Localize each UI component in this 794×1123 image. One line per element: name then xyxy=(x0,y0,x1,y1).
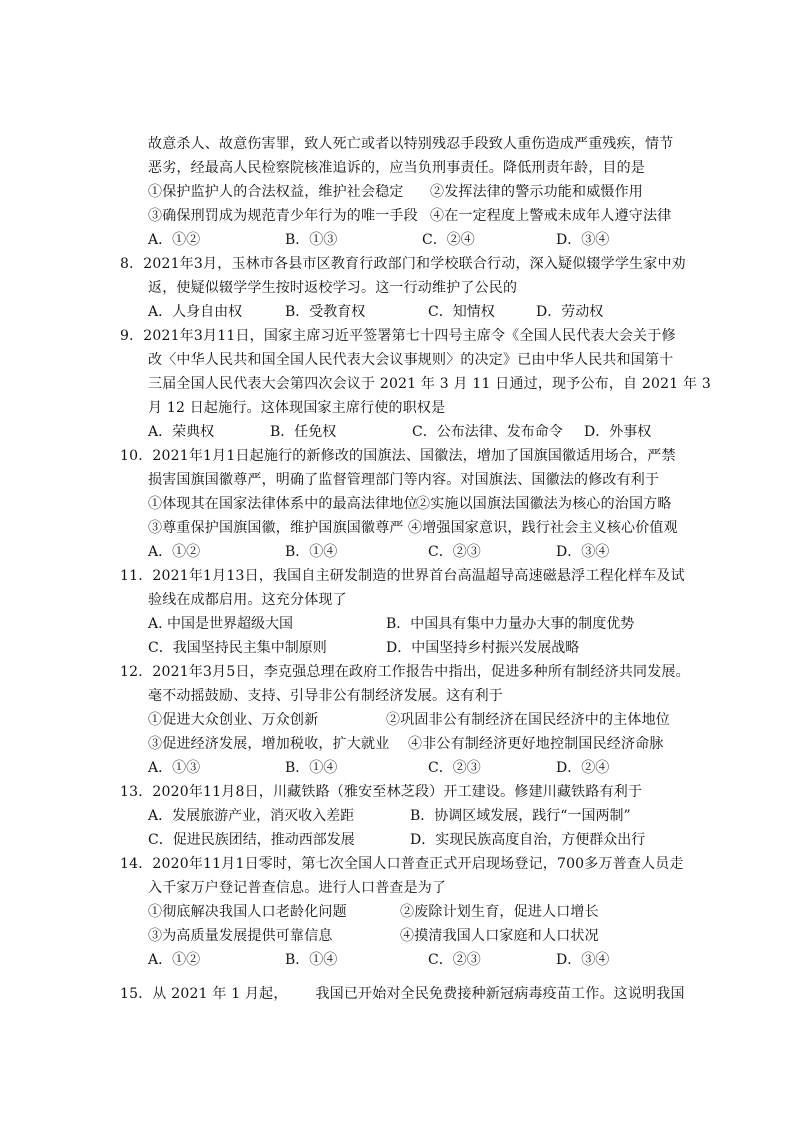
q9-option-d: D．外事权 xyxy=(584,424,652,440)
q9-line-3: 三届全国人民代表大会第四次会议于 2021 年 3 月 11 日通过，现予公布，自 2021 年 3 xyxy=(148,376,711,392)
intro-statement-1: ①保护监护人的合法权益，维护社会稳定 xyxy=(148,184,404,200)
q12-option-a: A．①③ xyxy=(148,760,201,776)
q14-statement-3: ③为高质量发展提供可靠信息 xyxy=(148,928,333,944)
q9-option-b: B．任免权 xyxy=(270,424,337,440)
q14-statement-2: ②废除计划生育，促进人口增长 xyxy=(400,904,599,920)
q14-line-1: 14．2020年11月1日零时，第七次全国人口普查正式开启现场登记，700多万普查人员走 xyxy=(120,856,684,872)
q11-option-c: C．我国坚持民主集中制原则 xyxy=(148,640,327,656)
q12-option-d: D．②④ xyxy=(556,760,610,776)
q10-statement-4: ④增强国家意识，践行社会主义核心价值观 xyxy=(408,520,678,536)
q9-line-2: 改〈中华人民共和国全国人民代表大会议事规则〉的决定》已由中华人民共和国第十 xyxy=(148,352,674,368)
q13-line-1: 13．2020年11月8日，川藏铁路（雅安至林芝段）开工建设。修建川藏铁路有利于 xyxy=(120,784,643,800)
q14-statement-1: ①彻底解决我国人口老龄化问题 xyxy=(148,904,347,920)
q13-option-b: B．协调区域发展，践行“一国两制” xyxy=(410,808,631,824)
q12-statement-3: ③促进经济发展，增加税收，扩大就业 xyxy=(148,736,390,752)
q11-option-a: A. 中国是世界超级大国 xyxy=(148,616,294,632)
intro-option-c: C．②④ xyxy=(422,232,475,248)
q14-line-2: 入千家万户登记普查信息。进行人口普查是为了 xyxy=(148,880,447,896)
intro-statement-2: ②发挥法律的警示功能和威慑作用 xyxy=(430,184,643,200)
q11-line-1: 11．2021年1月13日，我国自主研发制造的世界首台高温超导高速磁悬浮工程化样车及试 xyxy=(120,568,685,584)
q10-option-a: A．①② xyxy=(148,544,201,560)
q14-option-d: D．③④ xyxy=(556,952,610,968)
q8-option-d: D．劳动权 xyxy=(536,304,604,320)
q12-statement-2: ②巩固非公有制经济在国民经济中的主体地位 xyxy=(386,712,670,728)
q9-option-c: C．公布法律、发布命令 xyxy=(412,424,563,440)
q13-option-d: D．实现民族高度自治，方便群众出行 xyxy=(410,832,646,848)
q10-statement-2: ②实施以国旗法国徽法为核心的治国方略 xyxy=(416,496,672,512)
q11-line-2: 验线在成都启用。这充分体现了 xyxy=(148,592,347,608)
q9-option-a: A．荣典权 xyxy=(148,424,215,440)
q10-option-b: B．①④ xyxy=(285,544,338,560)
q12-option-b: B．①④ xyxy=(285,760,338,776)
q10-option-c: C．②③ xyxy=(428,544,481,560)
q14-option-a: A．①② xyxy=(148,952,201,968)
q14-option-c: C．②③ xyxy=(428,952,481,968)
q11-option-d: D．中国坚持乡村振兴发展战略 xyxy=(386,640,580,656)
q10-statement-1: ①体现其在国家法律体系中的最高法律地位 xyxy=(148,496,418,512)
intro-statement-3: ③确保刑罚成为规范青少年行为的唯一手段 xyxy=(148,208,418,224)
intro-statement-4: ④在一定程度上警戒未成年人遵守法律 xyxy=(430,208,672,224)
q10-statement-3: ③尊重保护国旗国徽，维护国旗国徽尊严 xyxy=(148,520,404,536)
q13-option-a: A．发展旅游产业，消灭收入差距 xyxy=(148,808,355,824)
q12-line-2: 毫不动摇鼓励、支持、引导非公有制经济发展。这有利于 xyxy=(148,688,503,704)
q10-line-2: 损害国旗国徽尊严，明确了监督管理部门等内容。对国旗法、国徽法的修改有利于 xyxy=(148,472,660,488)
q12-statement-4: ④非公有制经济更好地控制国民经济命脉 xyxy=(408,736,664,752)
q10-line-1: 10．2021年1月1日起施行的新修改的国旗法、国徽法，增加了国旗国徽适用场合，严禁 xyxy=(120,448,676,464)
q8-option-b: B．受教育权 xyxy=(285,304,366,320)
q11-option-b: B．中国具有集中力量办大事的制度优势 xyxy=(386,616,635,632)
intro-line-1: 故意杀人、故意伤害罪，致人死亡或者以特别残忍手段致人重伤造成严重残疾，情节 xyxy=(148,136,674,152)
q8-line-1: 8．2021年3月，玉林市各县市区教育行政部门和学校联合行动，深入疑似辍学学生家中劝 xyxy=(120,256,686,272)
intro-line-2: 恶劣，经最高人民检察院核准追诉的，应当负刑事责任。降低刑责年龄，目的是 xyxy=(148,160,645,176)
q13-option-c: C．促进民族团结，推动西部发展 xyxy=(148,832,355,848)
q15-line-1: 15．从 2021 年 1 月起， 我国已开始对全民免费接种新冠病毒疫苗工作。这说明我国 xyxy=(120,986,685,1002)
q8-option-c: C．知情权 xyxy=(428,304,495,320)
q8-option-a: A．人身自由权 xyxy=(148,304,243,320)
q12-line-1: 12．2021年3月5日，李克强总理在政府工作报告中指出，促进多种所有制经济共同发展。 xyxy=(120,664,690,680)
q12-option-c: C．②③ xyxy=(428,760,481,776)
intro-option-a: A．①② xyxy=(148,232,201,248)
q8-line-2: 返，使疑似辍学学生按时返校学习。这一行动维护了公民的 xyxy=(148,280,518,296)
q14-option-b: B．①④ xyxy=(285,952,338,968)
q10-option-d: D．③④ xyxy=(556,544,610,560)
intro-option-d: D．③④ xyxy=(556,232,610,248)
q9-line-1: 9．2021年3月11日，国家主席习近平签署第七十四号主席令《全国人民代表大会关于修 xyxy=(120,328,676,344)
q12-statement-1: ①促进大众创业、万众创新 xyxy=(148,712,319,728)
q14-statement-4: ④摸清我国人口家庭和人口状况 xyxy=(400,928,599,944)
intro-option-b: B．①③ xyxy=(285,232,338,248)
q9-line-4: 月 12 日起施行。这体现国家主席行使的职权是 xyxy=(148,400,446,416)
